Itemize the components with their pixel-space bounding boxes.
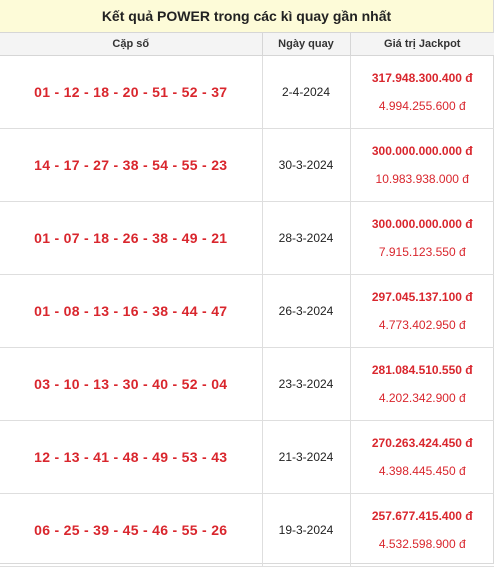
jackpot-2-value: 7.915.123.550 đ xyxy=(351,245,494,259)
jackpot-cell xyxy=(350,494,494,567)
winning-numbers: 12 - 13 - 41 - 48 - 49 - 53 - 43 xyxy=(0,421,262,494)
jackpot-2-value: 4.773.402.950 đ xyxy=(351,318,494,332)
table-row xyxy=(0,202,494,275)
draw-date: 28-3-2024 xyxy=(262,202,350,275)
winning-numbers: 14 - 17 - 27 - 38 - 54 - 55 - 23 xyxy=(0,129,262,202)
table-row xyxy=(0,348,494,421)
table-row xyxy=(0,421,494,494)
jackpot-cell xyxy=(350,129,494,202)
draw-date: 23-3-2024 xyxy=(262,348,350,421)
header-numbers: Cặp số xyxy=(0,33,262,56)
table-row xyxy=(0,494,494,567)
jackpot-1-value: 281.084.510.550 đ xyxy=(351,363,494,377)
table-row xyxy=(0,129,494,202)
jackpot-cell xyxy=(350,275,494,348)
jackpot-2-value: 4.532.598.900 đ xyxy=(351,537,494,551)
jackpot-cell xyxy=(350,348,494,421)
jackpot-2-value: 4.398.445.450 đ xyxy=(351,464,494,478)
winning-numbers: 01 - 08 - 13 - 16 - 38 - 44 - 47 xyxy=(0,275,262,348)
jackpot-cell xyxy=(350,202,494,275)
jackpot-1-value: 257.677.415.400 đ xyxy=(351,509,494,523)
draw-date: 19-3-2024 xyxy=(262,494,350,567)
page-title: Kết quả POWER trong các kì quay gần nhất xyxy=(0,0,493,33)
jackpot-2-value: 10.983.938.000 đ xyxy=(351,172,494,186)
jackpot-2-value: 4.994.255.600 đ xyxy=(351,99,494,113)
winning-numbers: 03 - 10 - 13 - 30 - 40 - 52 - 04 xyxy=(0,348,262,421)
draw-date: 30-3-2024 xyxy=(262,129,350,202)
jackpot-1-value: 297.045.137.100 đ xyxy=(351,290,494,304)
draw-date: 21-3-2024 xyxy=(262,421,350,494)
draw-date: 2-4-2024 xyxy=(262,56,350,129)
table-row xyxy=(0,56,494,129)
table-header xyxy=(0,33,494,56)
header-date: Ngày quay xyxy=(262,33,350,56)
jackpot-1-value: 317.948.300.400 đ xyxy=(351,71,494,85)
jackpot-1-value: 300.000.000.000 đ xyxy=(351,144,494,158)
results-table xyxy=(0,33,494,567)
jackpot-cell xyxy=(350,421,494,494)
jackpot-cell xyxy=(350,56,494,129)
winning-numbers: 06 - 25 - 39 - 45 - 46 - 55 - 26 xyxy=(0,494,262,567)
table-row xyxy=(0,275,494,348)
winning-numbers: 01 - 12 - 18 - 20 - 51 - 52 - 37 xyxy=(0,56,262,129)
winning-numbers: 01 - 07 - 18 - 26 - 38 - 49 - 21 xyxy=(0,202,262,275)
draw-date: 26-3-2024 xyxy=(262,275,350,348)
header-jackpot: Giá trị Jackpot xyxy=(350,33,494,56)
jackpot-1-value: 270.263.424.450 đ xyxy=(351,436,494,450)
jackpot-2-value: 4.202.342.900 đ xyxy=(351,391,494,405)
jackpot-1-value: 300.000.000.000 đ xyxy=(351,217,494,231)
